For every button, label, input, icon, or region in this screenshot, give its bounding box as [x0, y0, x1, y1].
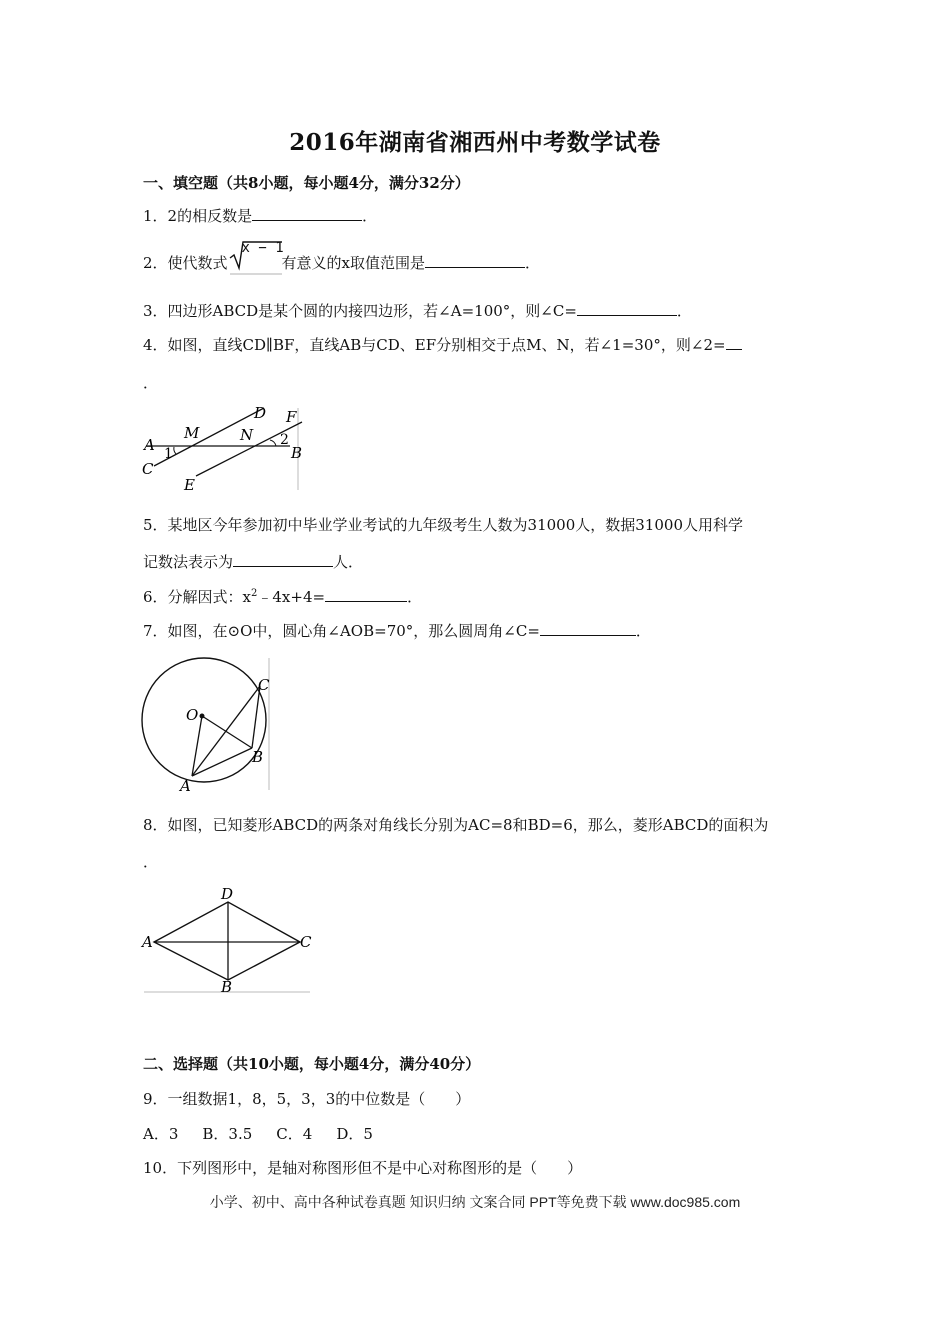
question-4-end: ． [143, 374, 159, 392]
page-title: 2016年湖南省湘西州中考数学试卷 [289, 129, 661, 156]
question-1-end: ． [362, 207, 378, 225]
label-F: F [286, 408, 297, 426]
label-angle-1: 1 [164, 446, 173, 462]
label-D: D [254, 404, 267, 422]
label-A: A [142, 933, 153, 951]
question-4 [143, 334, 742, 355]
section-heading-multiple-choice: 二、选择题（共10小题，每小题4分，满分40分） [143, 1055, 481, 1073]
exponent: 2 [251, 588, 258, 599]
label-B: B [252, 748, 264, 766]
footer-note: 小学、初中、高中各种试卷真题 知识归纳 文案合同 PPT等免费下载 www.doc985.com [209, 1194, 741, 1210]
question-5-end: 人． [333, 553, 364, 571]
question-3 [143, 300, 692, 321]
option-c: C．4 [276, 1125, 313, 1143]
figure-parallel-lines [140, 402, 310, 494]
question-5-line-2 [143, 551, 363, 572]
question-1-text: 1．2的相反数是 [143, 207, 253, 225]
question-8: 8．如图，已知菱形ABCD的两条对角线长分别为AC=8和BD=6，那么，菱形ABCD的面积为 [143, 816, 769, 834]
answer-blank [325, 587, 407, 602]
label-E: E [184, 476, 195, 494]
label-O: O [186, 706, 199, 724]
question-2 [143, 240, 541, 274]
answer-blank [726, 335, 742, 350]
answer-blank [233, 552, 333, 567]
question-4-text: 4．如图，直线CD∥BF，直线AB与CD、EF分别相交于点M、N，若∠1=30°，则∠2= [143, 336, 726, 354]
question-2-end: ． [525, 254, 541, 272]
label-D: D [221, 886, 234, 903]
option-a: A．3 [143, 1125, 179, 1143]
label-B: B [291, 444, 303, 462]
label-C: C [258, 676, 270, 694]
label-A: A [180, 777, 191, 794]
label-N: N [240, 426, 254, 444]
question-5-text: 记数法表示为 [143, 553, 234, 571]
option-b: B．3.5 [202, 1125, 253, 1143]
question-9: 9．一组数据1，8，5，3，3的中位数是（ ） [143, 1090, 471, 1108]
question-2-text-after: 有意义的x取值范围是 [281, 254, 426, 272]
question-5-line-1: 5．某地区今年参加初中毕业学业考试的九年级考生人数为31000人，数据31000人用科学 [143, 516, 743, 534]
question-6-text: 6．分解因式：x [143, 588, 252, 606]
question-8-end: ． [143, 853, 159, 871]
answer-blank [252, 206, 362, 221]
answer-blank [577, 301, 677, 316]
question-7-end: ． [635, 622, 651, 640]
question-6-text-after: ﹣4x+4= [257, 588, 326, 606]
label-B: B [221, 978, 233, 996]
question-7 [143, 620, 651, 641]
sqrt-expression [228, 240, 284, 274]
option-d: D．5 [336, 1125, 373, 1143]
figure-rhombus [140, 886, 314, 996]
label-M: M [184, 424, 200, 442]
question-9-options [143, 1123, 397, 1144]
question-6 [143, 586, 422, 607]
question-10: 10．下列图形中，是轴对称图形但不是中心对称图形的是（ ） [143, 1159, 583, 1177]
figure-circle [138, 654, 274, 794]
question-3-text: 3．四边形ABCD是某个圆的内接四边形，若∠A=100°，则∠C= [143, 302, 577, 320]
sqrt-radicand: x − 1 [241, 240, 284, 256]
label-C: C [142, 460, 154, 478]
label-angle-2: 2 [280, 432, 289, 448]
label-A: A [144, 436, 155, 454]
answer-blank [425, 253, 525, 268]
question-6-end: ． [407, 588, 423, 606]
question-3-end: ． [676, 302, 692, 320]
label-C: C [300, 933, 312, 951]
question-7-text: 7．如图，在⊙O中，圆心角∠AOB=70°，那么圆周角∠C= [143, 622, 540, 640]
question-2-text: 2．使代数式 [143, 254, 228, 272]
section-heading-fill-in: 一、填空题（共8小题，每小题4分，满分32分） [143, 174, 470, 192]
question-1 [143, 205, 377, 226]
answer-blank [540, 621, 636, 636]
